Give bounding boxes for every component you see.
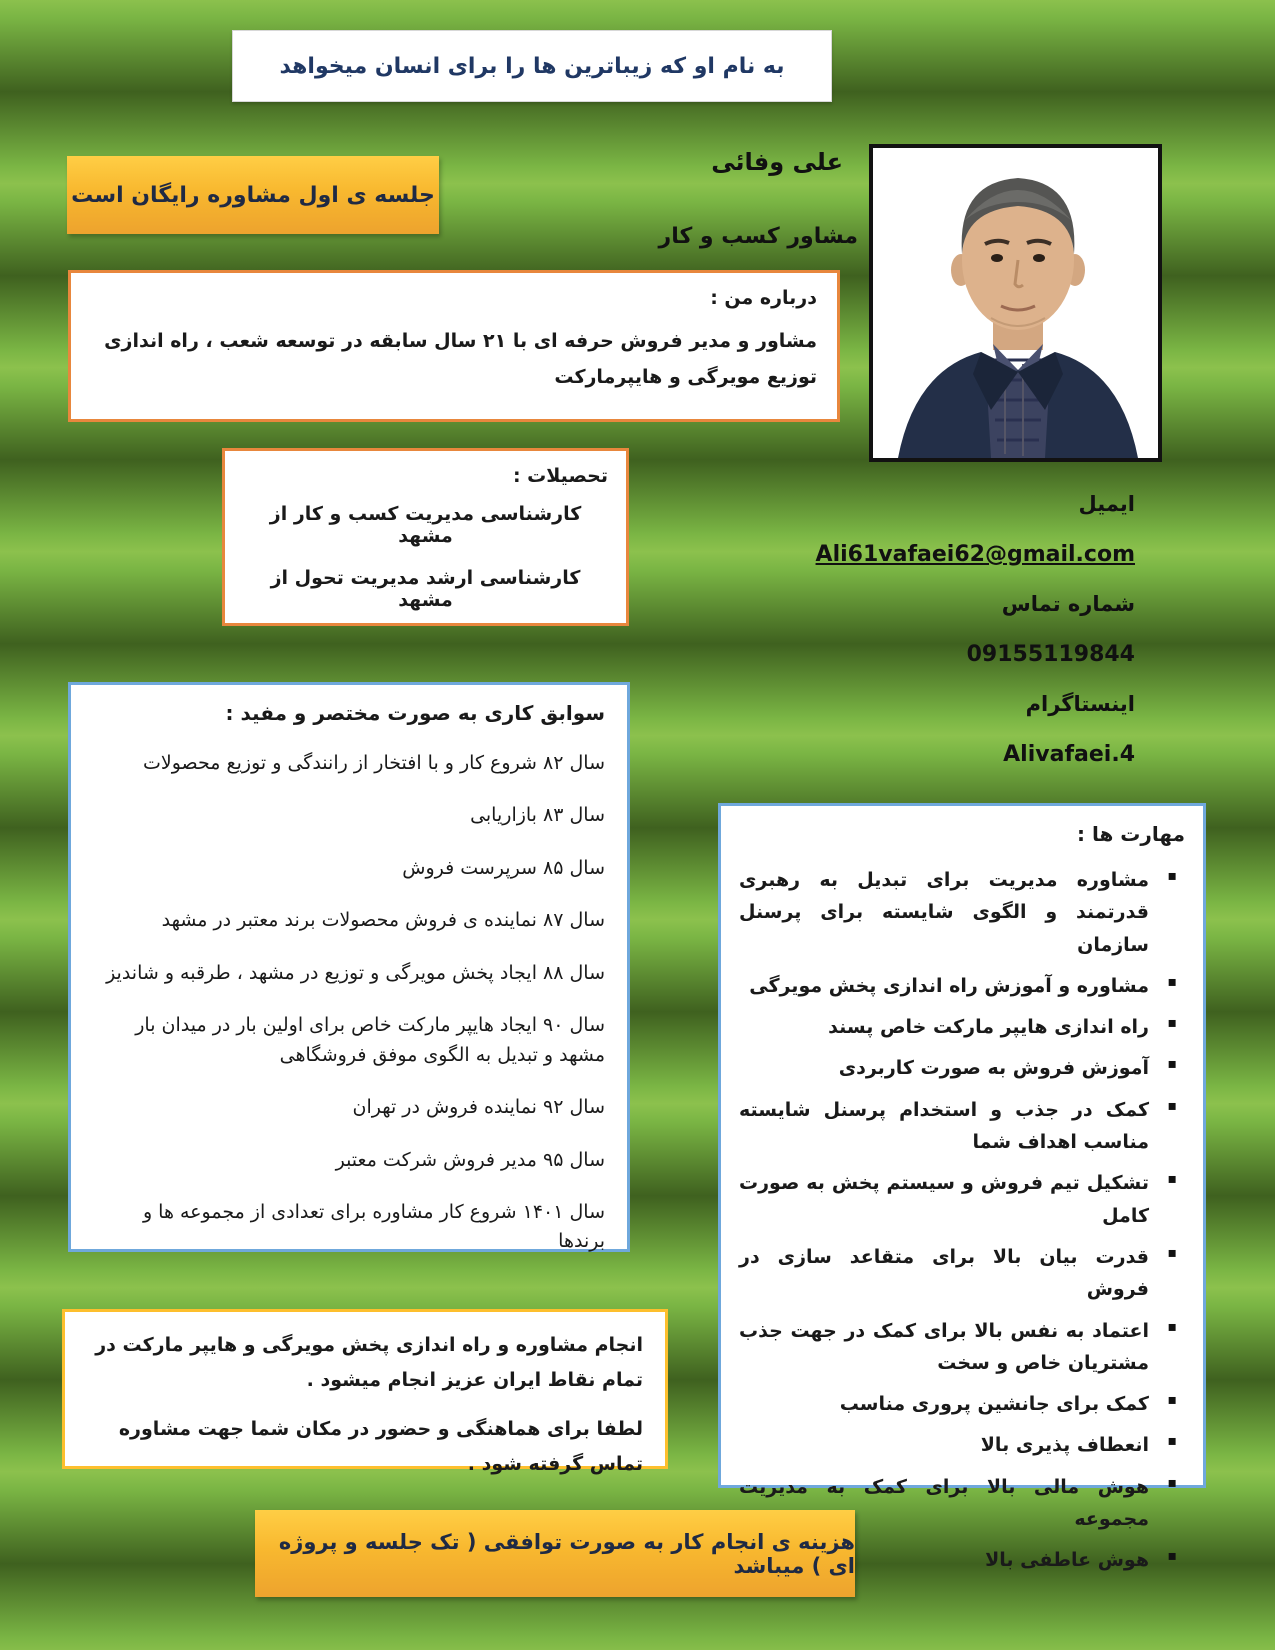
instagram-label: اینستاگرام	[1025, 692, 1135, 716]
email-line	[805, 542, 1135, 592]
email-label: ایمیل	[1078, 492, 1135, 516]
instagram-handle: Alivafaei.4	[1003, 742, 1135, 767]
profile-photo	[869, 144, 1162, 462]
skills-list	[739, 864, 1185, 1577]
skill-item: ▪ هوش مالی بالا برای کمک به مدیریت مجموعه	[739, 1471, 1185, 1536]
experience-item: سال ۸۵ سرپرست فروش	[402, 856, 605, 879]
pricing-text: هزینه ی انجام کار به صورت توافقی ( تک جلسه و پروژه ای ) میباشد	[278, 1529, 855, 1578]
service-note-line2: لطفا برای هماهنگی و حضور در مکان شما جهت مشاوره تماس گرفته شود .	[118, 1418, 643, 1476]
service-note	[62, 1309, 668, 1476]
skill-item: ▪ آموزش فروش به صورت کاربردی	[739, 1052, 1185, 1084]
skill-item: ▪ اعتماد به نفس بالا برای کمک در جهت جذب مشتریان خاص و سخت	[739, 1315, 1185, 1380]
skill-item: ▪ کمک در جذب و استخدام پرسنل شایسته مناسب اهداف شما	[739, 1094, 1185, 1159]
free-session-text: جلسه ی اول مشاوره رایگان است	[71, 182, 435, 208]
experience-item: سال ۸۳ بازاریابی	[470, 804, 605, 827]
email-link[interactable]: Ali61vafaei62@gmail.com	[815, 542, 1135, 567]
experience-item: سال ۸۷ نماینده ی فروش محصولات برند معتبر در مشهد	[161, 909, 605, 932]
experience-heading: سوابق کاری به صورت مختصر و مفید :	[225, 701, 605, 725]
skills-section	[718, 803, 1206, 1572]
experience-item: سال ۱۴۰۱ شروع کار مشاوره برای تعدادی از مجموعه ها و برندها	[142, 1200, 605, 1253]
person-name: علی وفائی	[711, 148, 843, 176]
experience-item: سال ۹۵ مدیر فروش شرکت معتبر	[335, 1148, 605, 1171]
skill-item: ▪ انعطاف پذیری بالا	[739, 1429, 1185, 1461]
experience-item: سال ۸۲ شروع کار و با افتخار از رانندگی و توزیع محصولات	[143, 752, 605, 774]
education-section	[222, 448, 629, 626]
experience-item: سال ۹۲ نماینده فروش در تهران	[352, 1096, 605, 1119]
header-text: به نام او که زیباترین ها را برای انسان میخواهد	[279, 53, 785, 79]
skills-heading: مهارت ها :	[1076, 822, 1185, 846]
education-heading: تحصیلات :	[512, 465, 608, 487]
person-title: مشاور کسب و کار	[658, 224, 858, 249]
about-heading: درباره من :	[710, 287, 817, 309]
contact-section	[805, 492, 1135, 792]
about-section	[68, 270, 840, 422]
education-item: کارشناسی مدیریت کسب و کار از مشهد	[269, 503, 582, 547]
service-note-line1: انجام مشاوره و راه اندازی پخش مویرگی و هایپر مارکت در تمام نقاط ایران عزیز انجام میشود .	[95, 1334, 643, 1392]
phone-number: 09155119844	[966, 642, 1135, 667]
education-item: کارشناسی ارشد مدیریت تحول از مشهد	[270, 567, 581, 611]
skill-item: ▪ مشاوره و آموزش راه اندازی پخش مویرگی	[739, 970, 1185, 1002]
skill-item: ▪ کمک برای جانشین پروری مناسب	[739, 1388, 1185, 1420]
experience-item: سال ۸۸ ایجاد پخش مویرگی و توزیع در مشهد ، طرقبه و شاندیز	[106, 961, 605, 984]
free-session-banner	[67, 156, 439, 234]
phone-label: شماره تماس	[1001, 592, 1135, 616]
about-text: مشاور و مدیر فروش حرفه ای با ۲۱ سال سابقه در توسعه شعب ، راه اندازی توزیع مویرگی و هایپرمارکت	[104, 330, 817, 389]
skill-item: ▪ تشکیل تیم فروش و سیستم پخش به صورت کامل	[739, 1167, 1185, 1232]
skill-item: ▪ قدرت بیان بالا برای متقاعد سازی در فروش	[739, 1241, 1185, 1306]
experience-section	[68, 682, 630, 1252]
skill-item: ▪ مشاوره مدیریت برای تبدیل به رهبری قدرتمند و الگوی شایسته برای پرسنل سازمان	[739, 864, 1185, 961]
header-banner	[232, 30, 832, 102]
experience-item: سال ۹۰ ایجاد هایپر مارکت خاص برای اولین بار در میدان بار مشهد و تبدیل به الگوی موفق فروشگاهی	[135, 1014, 605, 1066]
skill-item: ▪ راه اندازی هایپر مارکت خاص پسند	[739, 1011, 1185, 1043]
experience-list	[93, 749, 605, 1257]
portrait-illustration	[873, 148, 1158, 458]
pricing-banner	[255, 1510, 855, 1597]
education-list	[243, 503, 608, 611]
skill-item: ▪ هوش عاطفی بالا	[739, 1544, 1185, 1576]
